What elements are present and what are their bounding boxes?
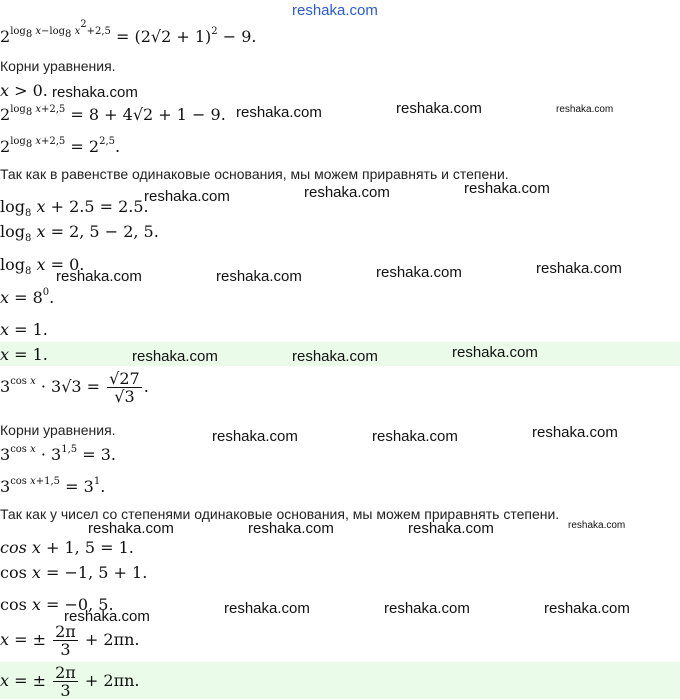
watermark: reshaka.com: [556, 104, 614, 115]
equation-line: $x = 8^0$.: [0, 286, 55, 307]
equation-line: x > 0.: [0, 81, 48, 100]
watermark: reshaka.com: [452, 344, 538, 361]
equation-line: $2^{log_8 x+2,5} = 8 + 4√2 + 1 - 9$.: [0, 103, 226, 124]
watermark: reshaka.com: [292, 2, 378, 19]
watermark: reshaka.com: [536, 260, 622, 277]
equation-line: x = ± $\frac{2\pi}{3}$ + 2πn.: [0, 622, 140, 659]
watermark: reshaka.com: [144, 188, 230, 205]
watermark: reshaka.com: [224, 600, 310, 617]
watermark: reshaka.com: [372, 428, 458, 445]
watermark: reshaka.com: [376, 264, 462, 281]
equation-line: $\log_8 x = 0$.: [0, 255, 85, 278]
watermark: reshaka.com: [236, 104, 322, 121]
equation-line: $3^{cos x} \cdot 3√3$ = $\frac{√27}{√3}$ .: [0, 369, 149, 406]
explanation-text: Так как в равенстве одинаковые основания, мы можем приравнять и степени.: [0, 166, 509, 182]
watermark: reshaka.com: [64, 608, 150, 625]
watermark: reshaka.com: [248, 520, 334, 537]
watermark: reshaka.com: [304, 184, 390, 201]
watermark: reshaka.com: [532, 424, 618, 441]
section-heading: Корни уравнения.: [0, 58, 116, 74]
explanation-text: Так как у чисел со степенями одинаковые основания, мы можем приравнять степени.: [0, 506, 560, 522]
equation-line: $\log_8 x = 2$, 5 − 2, 5.: [0, 222, 159, 245]
equation-line: $2^{log_8 x-log_8 x^2+2,5} = (2√2 + 1)^2 - 9$.: [0, 19, 257, 46]
watermark: reshaka.com: [88, 520, 174, 537]
equation-line: cos x = −0, 5.: [0, 595, 114, 614]
equation-line: x = 1.: [0, 320, 48, 339]
watermark: reshaka.com: [464, 180, 550, 197]
equation-line: $3^{cos x} \cdot 3^{1,5} = 3$.: [0, 443, 116, 464]
watermark: reshaka.com: [544, 600, 630, 617]
watermark: reshaka.com: [292, 348, 378, 365]
equation-line: $2^{log_8 x+2,5} = 2^{2,5}$.: [0, 135, 121, 156]
answer-line: x = 1.: [0, 345, 48, 364]
watermark: reshaka.com: [384, 600, 470, 617]
section-heading: Корни уравнения.: [0, 422, 116, 438]
watermark: reshaka.com: [56, 268, 142, 285]
equation-line: $\log_8 x + 2.5 = 2.5$.: [0, 197, 149, 220]
watermark: reshaka.com: [52, 84, 138, 101]
watermark: reshaka.com: [396, 100, 482, 117]
equation-line: $3^{cos x+1,5} = 3^1$.: [0, 475, 106, 496]
equation-line: cos x = −1, 5 + 1.: [0, 563, 148, 582]
answer-line: x = ± $\frac{2\pi}{3}$ + 2πn.: [0, 663, 140, 700]
watermark: reshaka.com: [132, 348, 218, 365]
watermark: reshaka.com: [408, 520, 494, 537]
watermark: reshaka.com: [568, 520, 626, 531]
watermark: reshaka.com: [212, 428, 298, 445]
equation-line: cos x + 1, 5 = 1.: [0, 538, 134, 557]
watermark: reshaka.com: [216, 268, 302, 285]
